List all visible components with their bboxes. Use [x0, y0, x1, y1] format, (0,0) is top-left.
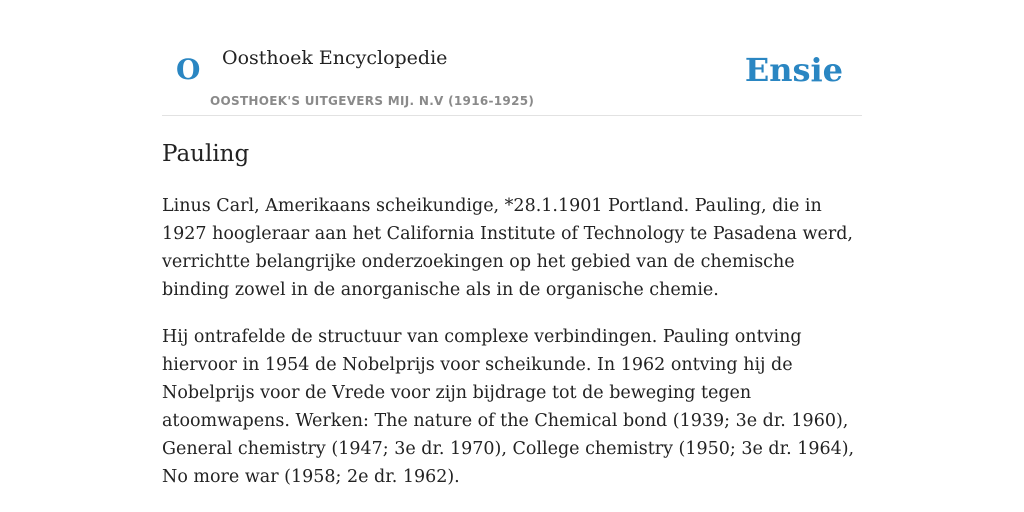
encyclopedia-logo[interactable]: O [176, 53, 201, 86]
ensie-brand-logo[interactable]: Ensie [744, 51, 843, 89]
article-paragraph-2: Hij ontrafelde de structuur van complexe verbindingen. Pauling ontving hiervoor in 1954 de Nobelprijs voor scheikunde. In 1962 ontving hij de Nobelprijs voor de Vrede voor zijn bijdrage tot de beweging tegen atoomwapens. Werken: The nature of the Chemical bond (1939; 3e dr. 1960), General chemistry (1947; 3e dr. 1970), College chemistry (1950; 3e dr. 1964), No more war (1958; 2e dr. 1962). [162, 327, 855, 487]
article-headword: Pauling [162, 141, 250, 167]
encyclopedia-title[interactable]: Oosthoek Encyclopedie [222, 47, 448, 69]
publisher-label: OOSTHOEK'S UITGEVERS MIJ. N.V (1916-1925) [210, 94, 535, 108]
encyclopedia-header [162, 36, 862, 116]
article [162, 137, 862, 491]
article-paragraph-1: Linus Carl, Amerikaans scheikundige, *28.1.1901 Portland. Pauling, die in 1927 hoogleraar aan het California Institute of Technology te Pasadena werd, verrichtte belangrijke onderzoekingen op het gebied van de chemische binding zowel in de anorganische als in de organische chemie. [162, 196, 853, 300]
